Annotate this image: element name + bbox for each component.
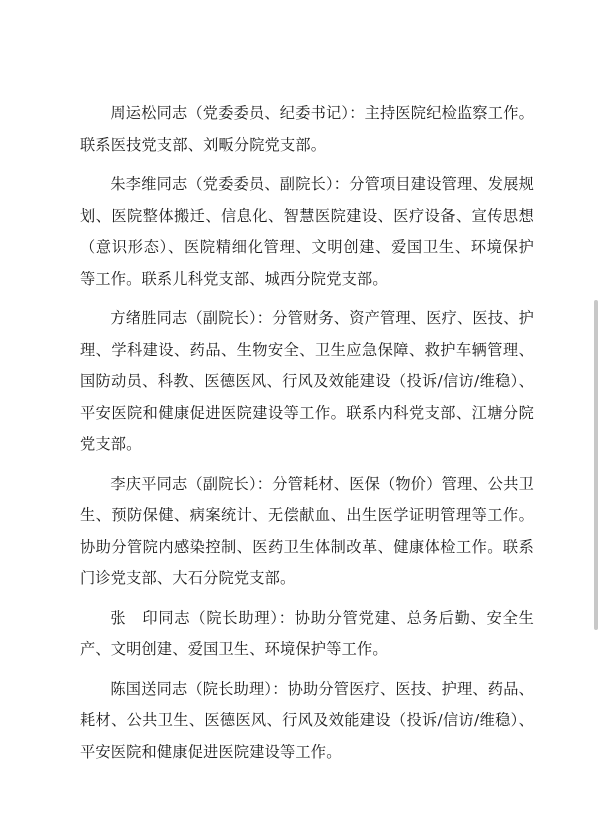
- paragraph-fang-xusheng: 方绪胜同志（副院长）：分管财务、资产管理、医疗、医技、护理、学科建设、药品、生物安全、卫生应急保障、救护车辆管理、国防动员、科教、医德医风、行风及效能建设（投诉/信访/维稳）、平安医院和健康促进医院建设等工作。联系内科党支部、江塘分院党支部。: [80, 309, 534, 453]
- document-body: [80, 98, 534, 776]
- paragraph-zhou-yunsong: 周运松同志（党委委员、纪委书记）：主持医院纪检监察工作。联系医技党支部、刘畈分院党支部。: [80, 104, 534, 154]
- paragraph-zhang-yin: 张 印同志（院长助理）：协助分管党建、总务后勤、安全生产、文明创建、爱国卫生、环境保护等工作。: [80, 608, 534, 658]
- paragraph-li-qingping: 李庆平同志（副院长）：分管耗材、医保（物价）管理、公共卫生、预防保健、病案统计、无偿献血、出生医学证明管理等工作。协助分管院内感染控制、医药卫生体制改革、健康体检工作。联系门诊党支部、大石分院党支部。: [80, 474, 534, 587]
- paragraph-zhu-liwei: 朱李维同志（党委委员、副院长）：分管项目建设管理、发展规划、医院整体搬迁、信息化、智慧医院建设、医疗设备、宣传思想（意识形态）、医院精细化管理、文明创建、爱国卫生、环境保护等工作。联系儿科党支部、城西分院党支部。: [80, 175, 534, 288]
- vertical-scrollbar[interactable]: [594, 300, 598, 630]
- paragraph-chen-guosong: 陈国送同志（院长助理）：协助分管医疗、医技、护理、药品、耗材、公共卫生、医德医风、行风及效能建设（投诉/信访/维稳）、平安医院和健康促进医院建设等工作。: [80, 679, 534, 761]
